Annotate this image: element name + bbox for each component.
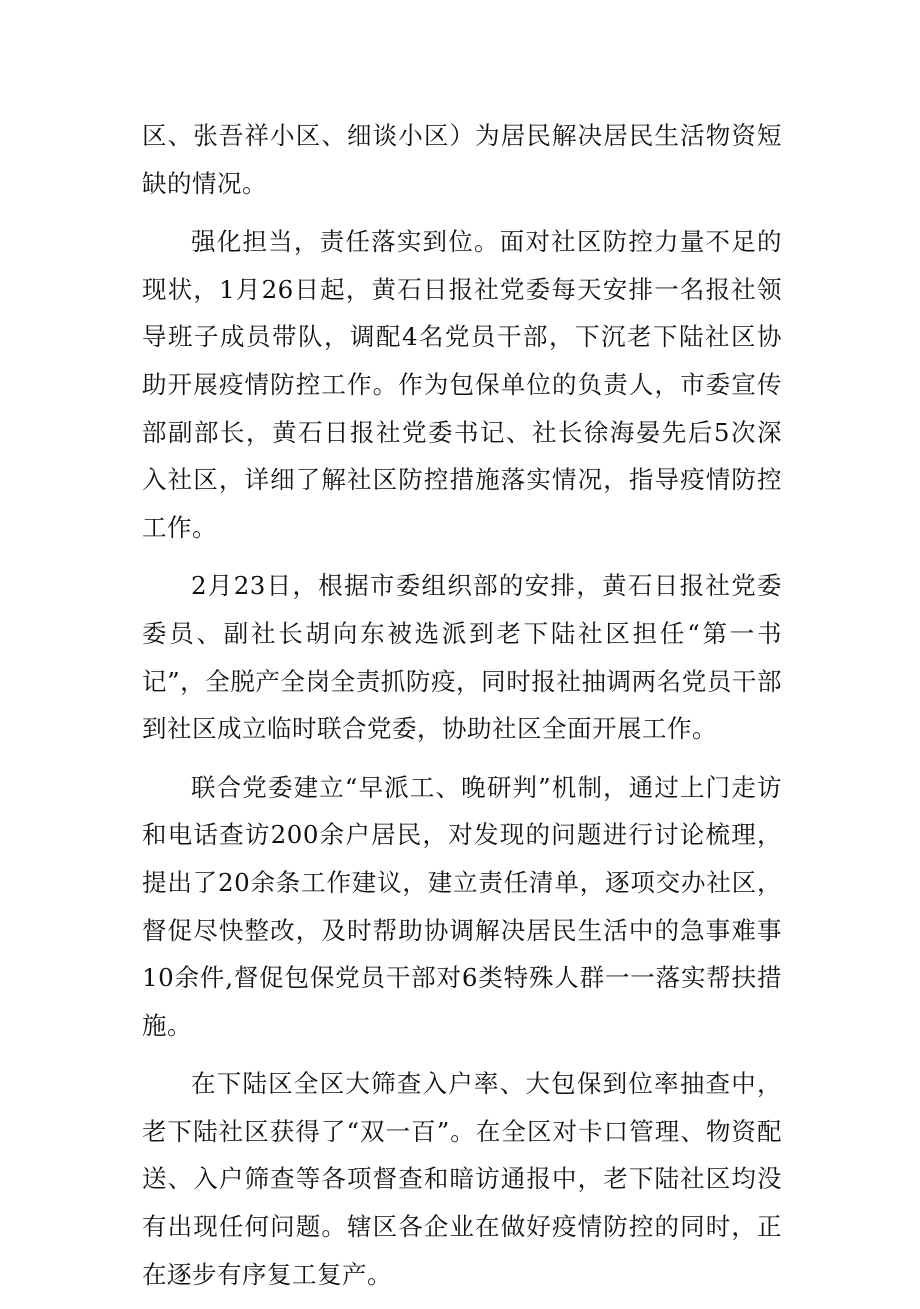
paragraph-4: 联合党委建立“早派工、晚研判”机制，通过上门走访和电话查访200余户居民，对发现的问题进行讨论梳理，提出了20余条工作建议，建立责任清单，逐项交办社区，督促尽快整改，及时帮助协调解决居民生活中的急事难事10余件,督促包保党员干部对6类特殊人群一一落实帮扶措施。 — [142, 772, 782, 1040]
document-body — [142, 112, 782, 1309]
paragraph-2: 强化担当，责任落实到位。面对社区防控力量不足的现状，1月26日起，黄石日报社党委每天安排一名报社领导班子成员带队，调配4名党员干部，下沉老下陆社区协助开展疫情防控工作。作为包保单位的负责人，市委宣传部副部长，黄石日报社党委书记、社长徐海晏先后5次深入社区，详细了解社区防控措施落实情况，指导疫情防控工作。 — [142, 227, 782, 542]
paragraph-5: 在下陆区全区大筛查入户率、大包保到位率抽查中，老下陆社区获得了“双一百”。在全区对卡口管理、物资配送、入户筛查等各项督查和暗访通报中，老下陆社区均没有出现任何问题。辖区各企业在做好疫情防控的同时，正在逐步有序复工复产。 — [142, 1069, 782, 1289]
paragraph-1: 区、张吾祥小区、细谈小区）为居民解决居民生活物资短缺的情况。 — [142, 121, 782, 198]
paragraph-3: 2月23日，根据市委组织部的安排，黄石日报社党委委员、副社长胡向东被选派到老下陆社区担任“第一书记”，全脱产全岗全责抓防疫，同时报社抽调两名党员干部到社区成立临时联合党委，协助社区全面开展工作。 — [142, 571, 782, 744]
